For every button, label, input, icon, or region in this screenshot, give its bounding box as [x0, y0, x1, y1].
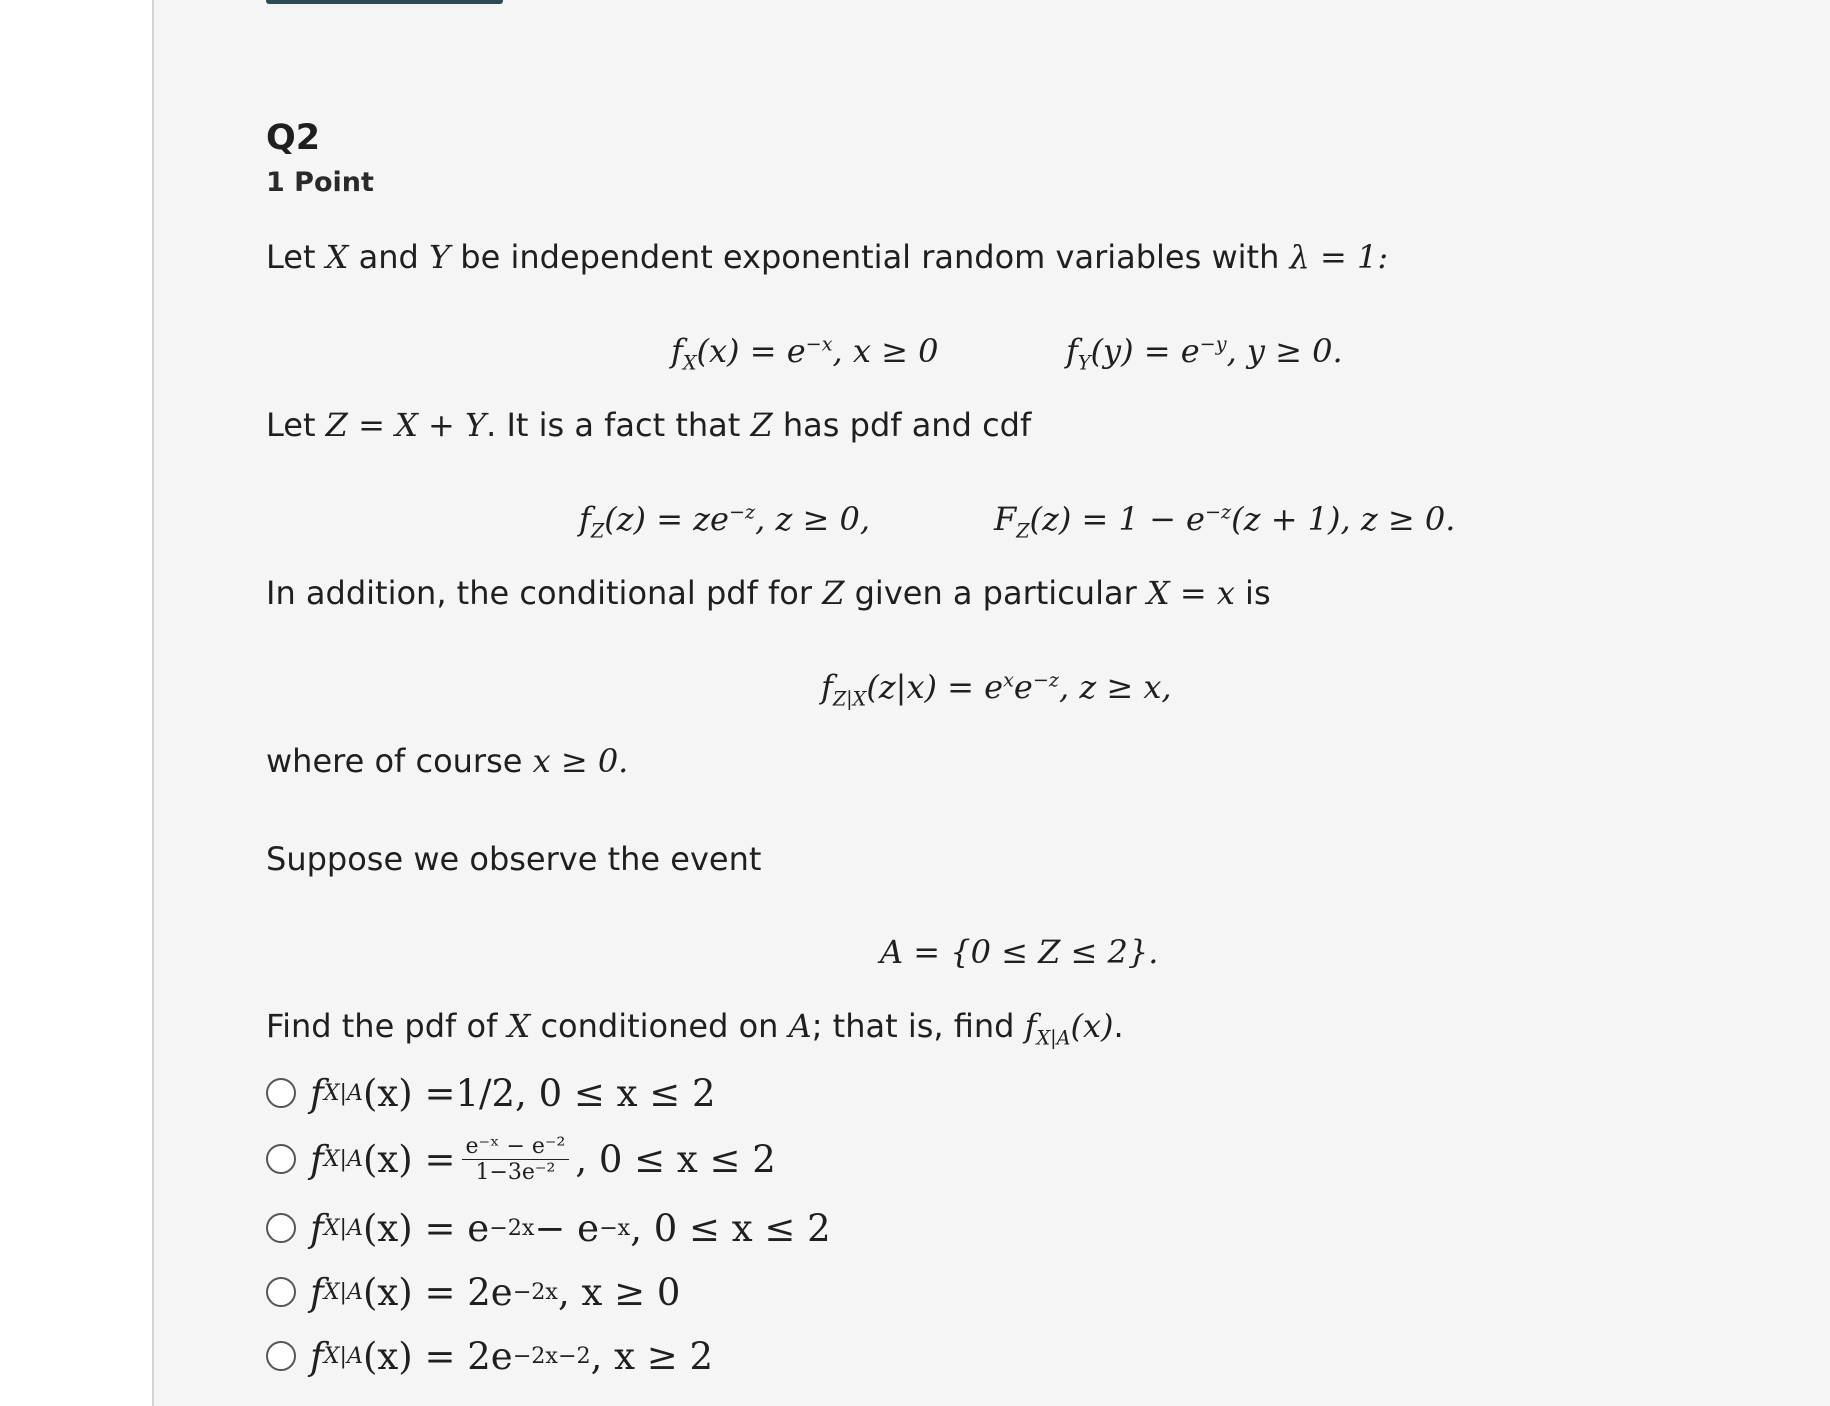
top-accent-bar — [266, 0, 503, 4]
task-paragraph: Find the pdf of X conditioned on A; that is, find $f_{X|A}(x)$. — [266, 1007, 1124, 1050]
radio-option-3[interactable] — [266, 1213, 296, 1243]
pdf-y-equation: $f_Y(y) = e^{-y}$, y ≥ 0. — [1066, 332, 1343, 375]
event-intro-paragraph: Suppose we observe the event — [266, 840, 762, 878]
conditional-pdf-equation: $f_{Z|X}(z|x) = e^xe^{-z}$, z ≥ x, — [821, 668, 1172, 711]
answer-option-5[interactable]: f X|A (x) = 2e −2x−2 , x ≥ 2 — [266, 1330, 713, 1382]
answer-option-1[interactable]: f X|A (x) = 1/2, 0 ≤ x ≤ 2 — [266, 1067, 716, 1119]
answer-option-4[interactable]: f X|A (x) = 2e −2x , x ≥ 0 — [266, 1266, 680, 1318]
intro-paragraph: Let X and Y be independent exponential random variables with λ = 1: — [266, 238, 1389, 276]
left-gutter — [0, 0, 154, 1406]
radio-option-1[interactable] — [266, 1078, 296, 1108]
radio-option-5[interactable] — [266, 1341, 296, 1371]
radio-option-4[interactable] — [266, 1277, 296, 1307]
answer-option-3[interactable]: f X|A (x) = e −2x − e −x , 0 ≤ x ≤ 2 — [266, 1202, 831, 1254]
radio-option-2[interactable] — [266, 1144, 296, 1174]
sum-paragraph: Let Z = X + Y. It is a fact that Z has pdf and cdf — [266, 406, 1032, 444]
pdf-z-equation: $f_Z(z) = ze^{-z}$, z ≥ 0, — [579, 500, 871, 543]
answer-option-2[interactable]: f X|A (x) = $\frac{\text{e⁻ˣ − e⁻²}}{\text{1−3e⁻²}}$ , 0 ≤ x ≤ 2 — [266, 1133, 776, 1185]
event-equation: A = {0 ≤ Z ≤ 2}. — [880, 933, 1159, 971]
cdf-z-equation: $F_Z(z) = 1 - e^{-z}(z + 1)$, z ≥ 0. — [994, 500, 1456, 543]
pdf-x-equation: $f_X(x) = e^{-x}$, x ≥ 0 — [671, 332, 939, 375]
conditional-paragraph: In addition, the conditional pdf for Z given a particular X = x is — [266, 574, 1271, 612]
domain-paragraph: where of course x ≥ 0. — [266, 742, 629, 780]
option-2-fraction: $\frac{\text{e⁻ˣ − e⁻²}}{\text{1−3e⁻²}}$ — [462, 1134, 570, 1185]
question-points: 1 Point — [266, 167, 374, 198]
question-title: Q2 — [266, 118, 321, 158]
